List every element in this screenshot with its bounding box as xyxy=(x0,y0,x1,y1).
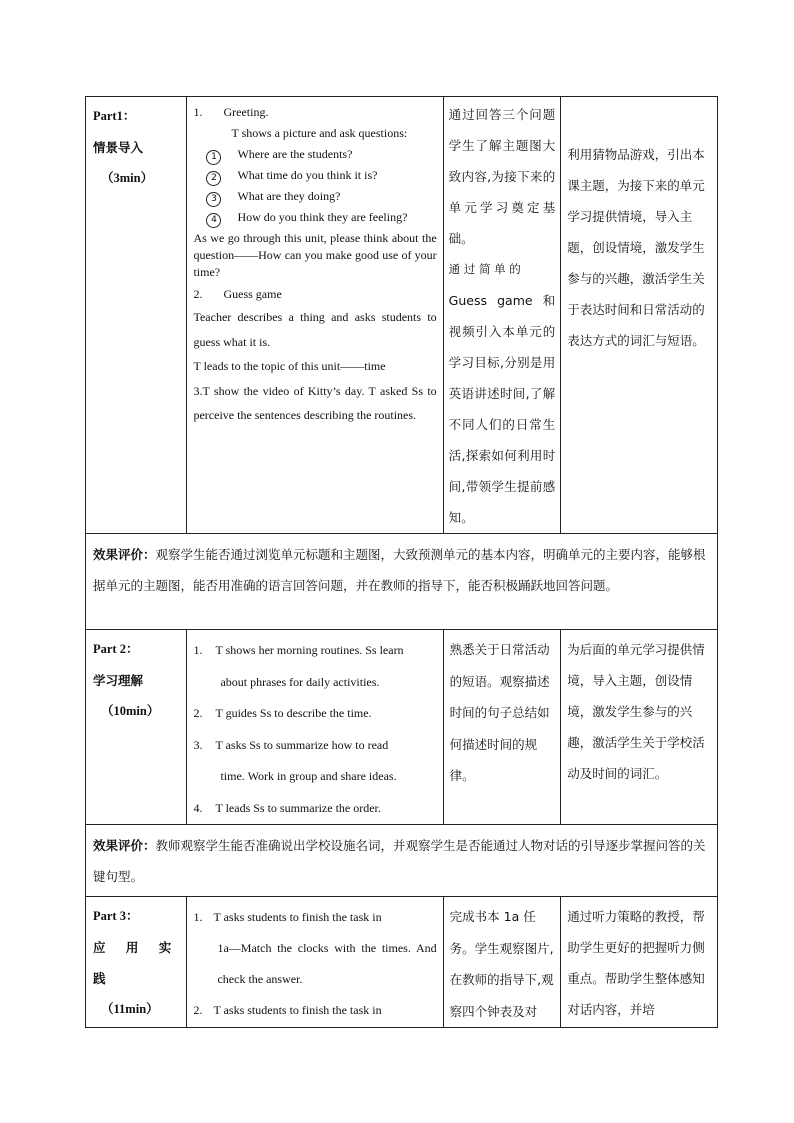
part1-step2-num: 2. xyxy=(193,287,203,301)
part2-row xyxy=(86,630,718,825)
step-number: 1. xyxy=(193,910,203,924)
part1-step2: Guess game xyxy=(223,287,282,301)
part2-procedure-cell xyxy=(187,630,443,825)
part1-label-cell xyxy=(86,97,187,534)
part3-row xyxy=(86,897,718,1028)
part1-objective-a: 通过回答三个问题学生了解主题图大致内容,为接下来的单元学习奠定基础。 xyxy=(448,107,556,246)
part3-objective-cell xyxy=(443,897,561,1028)
circled-number-icon: 1 xyxy=(206,150,221,165)
step-text: 1a—Match the clocks with the times. And check the answer. xyxy=(217,941,437,986)
step-text: T shows her morning routines. Ss learn xyxy=(215,643,404,657)
part1-step2-a: Teacher describes a thing and asks students to guess what it is. xyxy=(193,310,437,349)
lesson-plan-table xyxy=(85,96,718,1028)
part2-label: Part 2： xyxy=(93,642,139,656)
part1-aim-cell xyxy=(561,97,718,534)
part1-step1-sub: T shows a picture and ask questions: xyxy=(231,126,408,140)
part3-stage: 应 用 实 践 xyxy=(93,940,180,986)
eval1-label: 效果评价： xyxy=(93,547,156,562)
part1-think-text: As we go through this unit, please think about the question——How can you make good use of your time? xyxy=(193,231,437,279)
eval1-row xyxy=(86,534,718,630)
part1-procedure-cell xyxy=(187,97,443,534)
part3-aim: 通过听力策略的教授，帮助学生更好的把握听力侧重点。帮助学生整体感知对话内容，并培 xyxy=(567,909,705,1017)
part1-step3: 3.T show the video of Kitty’s day. T asked Ss to perceive the sentences describing the routines. xyxy=(193,383,437,422)
part2-label-cell xyxy=(86,630,187,825)
step-text: T guides Ss to describe the time. xyxy=(215,706,372,720)
step-number: 1. xyxy=(193,643,203,657)
step-text: about phrases for daily activities. xyxy=(220,674,380,689)
part3-label: Part 3： xyxy=(93,909,139,923)
eval2-text: 教师观察学生能否准确说出学校设施名词，并观察学生是否能通过人物对话的引导逐步掌握问答的关键句型。 xyxy=(93,838,706,884)
part3-procedure-cell xyxy=(187,897,443,1028)
step-text: T asks Ss to summarize how to read xyxy=(215,737,389,752)
part1-step1: Greeting. xyxy=(223,105,269,119)
step-number: 3. xyxy=(193,737,203,752)
part2-objective: 熟悉关于日常活动的短语。观察描述时间的句子总结如何描述时间的规律。 xyxy=(449,642,550,783)
eval2-label: 效果评价： xyxy=(93,838,156,853)
circled-number-icon: 3 xyxy=(206,192,221,207)
part3-time: （11min） xyxy=(101,1002,159,1016)
part1-time: （3min） xyxy=(101,171,154,185)
eval1-text: 观察学生能否通过浏览单元标题和主题图，大致预测单元的基本内容，明确单元的主要内容，能够根据单元的主题图，能否用准确的语言回答问题，并在教师的指导下，能否积极踊跃地回答问题。 xyxy=(93,547,706,593)
part1-objective-cell xyxy=(443,97,561,534)
part2-aim: 为后面的单元学习提供情境，导入主题，创设情境，激发学生参与的兴趣，激活学生关于学校活动及时间的词汇。 xyxy=(567,642,705,781)
part1-question: How do you think they are feeling? xyxy=(237,210,408,224)
part1-question: What are they doing? xyxy=(237,189,341,203)
part3-label-cell xyxy=(86,897,187,1028)
part1-step2-b: T leads to the topic of this unit——time xyxy=(193,359,386,373)
part1-question: What time do you think it is? xyxy=(237,168,378,182)
step-text: time. Work in group and share ideas. xyxy=(220,769,397,783)
part2-time: （10min） xyxy=(101,704,160,718)
part1-objective-b1: 通 过 简 单 的 xyxy=(448,262,521,276)
circled-number-icon: 2 xyxy=(206,171,221,186)
step-number: 2. xyxy=(193,706,203,720)
part3-aim-cell xyxy=(561,897,718,1028)
step-number: 2. xyxy=(193,1003,203,1017)
part1-row xyxy=(86,97,718,534)
part1-label: Part1： xyxy=(93,109,136,123)
eval1-cell xyxy=(86,534,718,630)
step-number: 4. xyxy=(193,800,203,815)
part3-objective: 完成书本 1a 任务。学生观察图片,在教师的指导下,观察四个钟表及对 xyxy=(449,909,554,1019)
step-text: T asks students to finish the task in xyxy=(213,1003,382,1017)
eval2-cell xyxy=(86,825,718,897)
step-text: T leads Ss to summarize the order. xyxy=(215,800,381,815)
part1-aim: 利用猜物品游戏，引出本课主题，为接下来的单元学习提供情境，导入主题，创设情境，激发学生参与的兴趣，激活学生关于表达时间和日常活动的表达方式的词汇与短语。 xyxy=(567,147,705,348)
part2-aim-cell xyxy=(561,630,718,825)
part2-objective-cell xyxy=(443,630,561,825)
eval2-row xyxy=(86,825,718,897)
circled-number-icon: 4 xyxy=(206,213,221,228)
part1-stage: 情景导入 xyxy=(93,140,144,155)
part1-step1-num: 1. xyxy=(193,105,203,119)
part2-stage: 学习理解 xyxy=(93,673,144,688)
part1-question: Where are the students? xyxy=(237,147,353,161)
step-text: T asks students to finish the task in xyxy=(213,910,382,924)
part1-objective-b2: Guess game 和视频引入本单元的学习目标,分别是用英语讲述时间,了解不同人们的日常生活,探索如何利用时间,带领学生提前感知。 xyxy=(448,293,556,525)
